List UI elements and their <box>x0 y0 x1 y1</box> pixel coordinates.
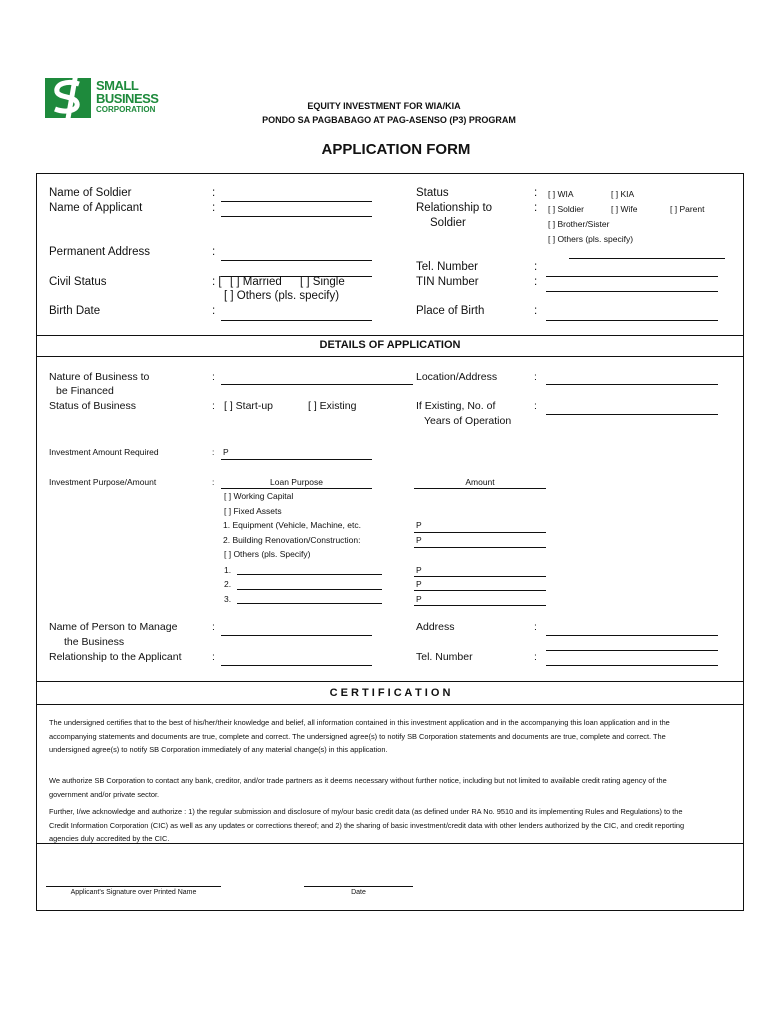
label-if-existing: If Existing, No. of <box>416 400 496 412</box>
colon: : <box>212 246 216 258</box>
signature-label: Applicant's Signature over Printed Name <box>70 889 197 896</box>
checkbox-brother-sister[interactable]: [ ] Brother/Sister <box>548 219 610 229</box>
label-tel-number: Tel. Number <box>416 261 478 273</box>
colon: : <box>212 651 215 663</box>
label-relationship: Relationship to <box>416 202 493 214</box>
manager-address-field[interactable] <box>546 635 718 636</box>
signature-field[interactable] <box>46 886 221 887</box>
others-item-3-number: 3. <box>224 594 232 604</box>
label-civil-status: Civil Status <box>49 276 107 288</box>
certification-paragraph-1: The undersigned certifies that to the best of his/her/their knowledge and belief, all information contained in this investment application and in the accompanying this loan application and in the accompanying statements and documents are true, complete and correct. The undersigned agree(s) to notify SB Corporation statements and documents are true, complete and correct. The undersigned agree(s) to notify SB Corporation immediately of any material change(s) in this application. <box>49 718 670 754</box>
checkbox-others-civil[interactable]: [ ] Others (pls. specify) <box>224 290 340 302</box>
logo-text-1: SMALL <box>96 78 139 93</box>
manager-address-field-2[interactable] <box>546 650 718 651</box>
colon: : <box>212 187 216 199</box>
checkbox-others-relationship[interactable]: [ ] Others (pls. specify) <box>548 234 634 244</box>
label-years-operation: Years of Operation <box>424 415 512 427</box>
label-investment-purpose: Investment Purpose/Amount <box>49 477 157 487</box>
colon: : <box>212 477 215 487</box>
date-field[interactable] <box>304 886 413 887</box>
form-title: APPLICATION FORM <box>321 141 471 158</box>
divider <box>36 335 744 336</box>
colon: : <box>534 621 537 633</box>
checkbox-working-capital[interactable]: [ ] Working Capital <box>224 491 294 501</box>
colon: : <box>534 371 537 383</box>
others-item-1-number: 1. <box>224 565 232 575</box>
colon: : <box>212 621 215 633</box>
colon: : <box>534 305 538 317</box>
colon: : <box>534 276 538 288</box>
checkbox-wia[interactable]: [ ] WIA <box>548 189 574 199</box>
amount-underline <box>414 488 546 489</box>
certification-paragraph-2: We authorize SB Corporation to contact any bank, creditor, and/or trade partners as it deems necessary without further notice, including but not limited to available credit rating agency of the government and/or private sector. <box>49 776 667 799</box>
peso-sign: P <box>223 447 229 457</box>
checkbox-startup[interactable]: [ ] Start-up <box>224 400 274 412</box>
others-item-2-field[interactable] <box>237 589 382 590</box>
location-field[interactable] <box>546 384 718 385</box>
tin-number-field[interactable] <box>546 291 718 292</box>
checkbox-single[interactable]: [ ] Single <box>300 276 345 288</box>
label-investment-required: Investment Amount Required <box>49 447 159 457</box>
checkbox-others-purpose[interactable]: [ ] Others (pls. Specify) <box>224 549 311 559</box>
label-relationship-applicant: Relationship to the Applicant <box>49 651 182 663</box>
equipment-amount-field[interactable] <box>414 532 546 533</box>
nature-of-business-field[interactable] <box>221 384 413 385</box>
label-name-applicant: Name of Applicant <box>49 202 143 214</box>
label-location: Location/Address <box>416 371 498 383</box>
colon: : <box>212 202 216 214</box>
program-subtitle: PONDO SA PAGBABAGO AT PAG-ASENSO (P3) PROGRAM <box>262 115 516 125</box>
details-heading: DETAILS OF APPLICATION <box>319 339 461 351</box>
others-relationship-field[interactable] <box>569 258 725 259</box>
label-nature-of-business-2: be Financed <box>56 385 114 397</box>
label-tin-number: TIN Number <box>416 276 479 288</box>
tel-number-field[interactable] <box>546 276 718 277</box>
colon: : <box>534 651 537 663</box>
checkbox-married[interactable]: [ ] Married <box>230 276 282 288</box>
logo-text-2: BUSINESS <box>96 91 159 106</box>
colon: : <box>212 400 215 412</box>
label-manager-tel: Tel. Number <box>416 651 473 663</box>
label-status: Status <box>416 187 449 199</box>
manager-field[interactable] <box>221 635 372 636</box>
label-building: 2. Building Renovation/Construction: <box>223 535 361 545</box>
name-applicant-field[interactable] <box>221 216 372 217</box>
label-permanent-address: Permanent Address <box>49 246 151 258</box>
place-of-birth-field[interactable] <box>546 320 718 321</box>
others-amount-1-field[interactable] <box>414 576 546 577</box>
label-place-of-birth: Place of Birth <box>416 305 485 317</box>
checkbox-kia[interactable]: [ ] KIA <box>611 189 635 199</box>
others-item-2-number: 2. <box>224 579 232 589</box>
loan-purpose-header: Loan Purpose <box>270 477 323 487</box>
label-manager-2: the Business <box>64 636 125 648</box>
birth-date-field[interactable] <box>221 320 372 321</box>
others-amount-2-field[interactable] <box>414 590 546 591</box>
certification-heading: C E R T I F I C A T I O N <box>329 687 451 699</box>
label-equipment: 1. Equipment (Vehicle, Machine, etc. <box>223 520 361 530</box>
divider <box>36 356 744 357</box>
years-operation-field[interactable] <box>546 414 718 415</box>
program-title: EQUITY INVESTMENT FOR WIA/KIA <box>307 101 461 111</box>
label-name-soldier: Name of Soldier <box>49 187 132 199</box>
building-amount-field[interactable] <box>414 547 546 548</box>
checkbox-parent[interactable]: [ ] Parent <box>670 204 705 214</box>
loan-purpose-underline <box>221 488 372 489</box>
colon: : <box>534 400 537 412</box>
colon: : <box>534 202 538 214</box>
colon: : <box>534 187 538 199</box>
checkbox-wife[interactable]: [ ] Wife <box>611 204 638 214</box>
colon: : <box>212 447 215 457</box>
peso-sign: P <box>416 565 422 575</box>
others-amount-3-field[interactable] <box>414 605 546 606</box>
colon-bracket: : [ <box>212 276 222 288</box>
name-soldier-field[interactable] <box>221 201 372 202</box>
label-nature-of-business: Nature of Business to <box>49 371 150 383</box>
investment-required-field[interactable] <box>221 459 372 460</box>
label-manager: Name of Person to Manage <box>49 621 178 633</box>
colon: : <box>212 305 216 317</box>
others-item-3-field[interactable] <box>237 603 382 604</box>
certification-paragraph-3: Further, I/we acknowledge and authorize : 1) the regular submission and disclosure of my/our basic credit data (as defined under RA No. 9510 and its implementing Rules and Regulations) to the Credit Information Corporation (CIC) as well as any updates or corrections thereof; and 2) the sharing of basic investment/credit data with other lenders authorized by the CIC, and credit reporting agencies duly accredited by the CIC. <box>49 807 685 843</box>
peso-sign: P <box>416 594 422 604</box>
permanent-address-field[interactable] <box>221 260 372 261</box>
label-status-of-business: Status of Business <box>49 400 136 412</box>
peso-sign: P <box>416 535 422 545</box>
colon: : <box>534 261 538 273</box>
colon: : <box>212 371 215 383</box>
label-address: Address <box>416 621 455 633</box>
checkbox-fixed-assets[interactable]: [ ] Fixed Assets <box>224 506 282 516</box>
peso-sign: P <box>416 520 422 530</box>
label-relationship-2: Soldier <box>430 217 466 229</box>
divider <box>36 704 744 705</box>
checkbox-soldier[interactable]: [ ] Soldier <box>548 204 584 214</box>
label-birth-date: Birth Date <box>49 305 101 317</box>
amount-header: Amount <box>465 477 495 487</box>
others-item-1-field[interactable] <box>237 574 382 575</box>
manager-tel-field[interactable] <box>546 665 718 666</box>
logo-text-3: CORPORATION <box>96 105 156 114</box>
date-label: Date <box>351 889 366 896</box>
sb-logo-icon <box>45 76 93 120</box>
checkbox-existing[interactable]: [ ] Existing <box>308 400 357 412</box>
relationship-applicant-field[interactable] <box>221 665 372 666</box>
peso-sign: P <box>416 579 422 589</box>
divider <box>36 681 744 682</box>
